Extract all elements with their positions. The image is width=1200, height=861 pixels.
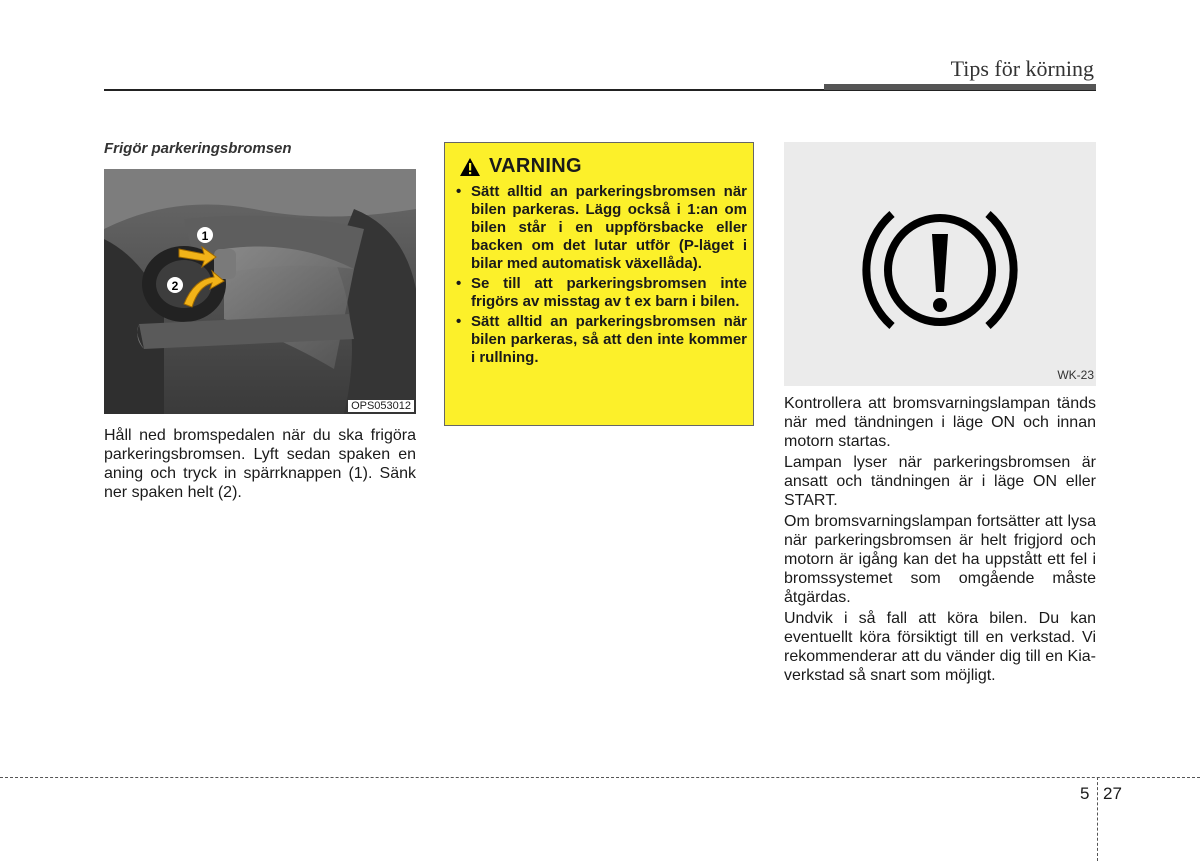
warning-list xyxy=(455,183,747,369)
warning-box xyxy=(444,142,754,426)
callout-1: 1 xyxy=(201,229,209,243)
section-title: Frigör parkeringsbromsen xyxy=(104,140,292,157)
warning-header xyxy=(459,155,582,178)
right-paragraph: Undvik i så fall att köra bilen. Du kan eventuellt köra försiktigt till en verkstad. Vi rekommenderar att du vänder dig till en Kia-verkstad så snart som möjligt. xyxy=(784,610,1096,684)
page-number: 27 xyxy=(1103,784,1122,803)
warning-triangle-icon xyxy=(459,157,481,177)
right-paragraph: Lampan lyser när parkeringsbromsen är ansatt och tändningen är i läge ON eller START. xyxy=(784,454,1096,509)
brake-warning-panel xyxy=(784,142,1096,386)
icon-code: WK-23 xyxy=(1057,368,1094,382)
right-paragraph: Kontrollera att bromsvarningslampan tänds när med tändningen i läge ON och innan motorn startas. xyxy=(784,395,1096,450)
handbrake-illustration xyxy=(104,169,416,414)
footer-rule xyxy=(0,777,1200,778)
callout-2: 2 xyxy=(171,279,179,293)
header-title: Tips för körning xyxy=(950,56,1094,81)
footer-divider xyxy=(1097,777,1098,861)
right-body xyxy=(784,394,1096,687)
photo-code: OPS053012 xyxy=(348,400,414,412)
warning-item: • Se till att parkeringsbromsen inte frigörs av misstag av t ex barn i bilen. xyxy=(455,275,747,311)
warning-title: VARNING xyxy=(489,155,582,177)
right-paragraph: Om bromsvarningslampan fortsätter att lysa när parkeringsbromsen är helt frigjord och motorn är igång kan det ha uppstått ett fel i bromssystemet som omgående måste åtgärdas. xyxy=(784,513,1096,606)
warning-item: • Sätt alltid an parkeringsbromsen när bilen parkeras, så att den inte kommer i rullning. xyxy=(455,313,747,367)
brake-warning-icon xyxy=(784,142,1096,386)
left-body xyxy=(104,426,416,504)
handbrake-photo xyxy=(104,169,416,414)
chapter-number: 5 xyxy=(1080,784,1090,803)
warning-item: • Sätt alltid an parkeringsbromsen när bilen parkeras. Lägg också i 1:an om bilen står i en uppförsbacke eller backen om det lutar utför (P-läget i bilar med automatisk växellåda). xyxy=(455,183,747,273)
left-paragraph: Håll ned bromspedalen när du ska frigöra parkeringsbromsen. Lyft sedan spaken en aning och tryck in spärrknappen (1). Sänk ner spaken helt (2). xyxy=(104,427,416,501)
header-rule-accent xyxy=(824,84,1096,90)
